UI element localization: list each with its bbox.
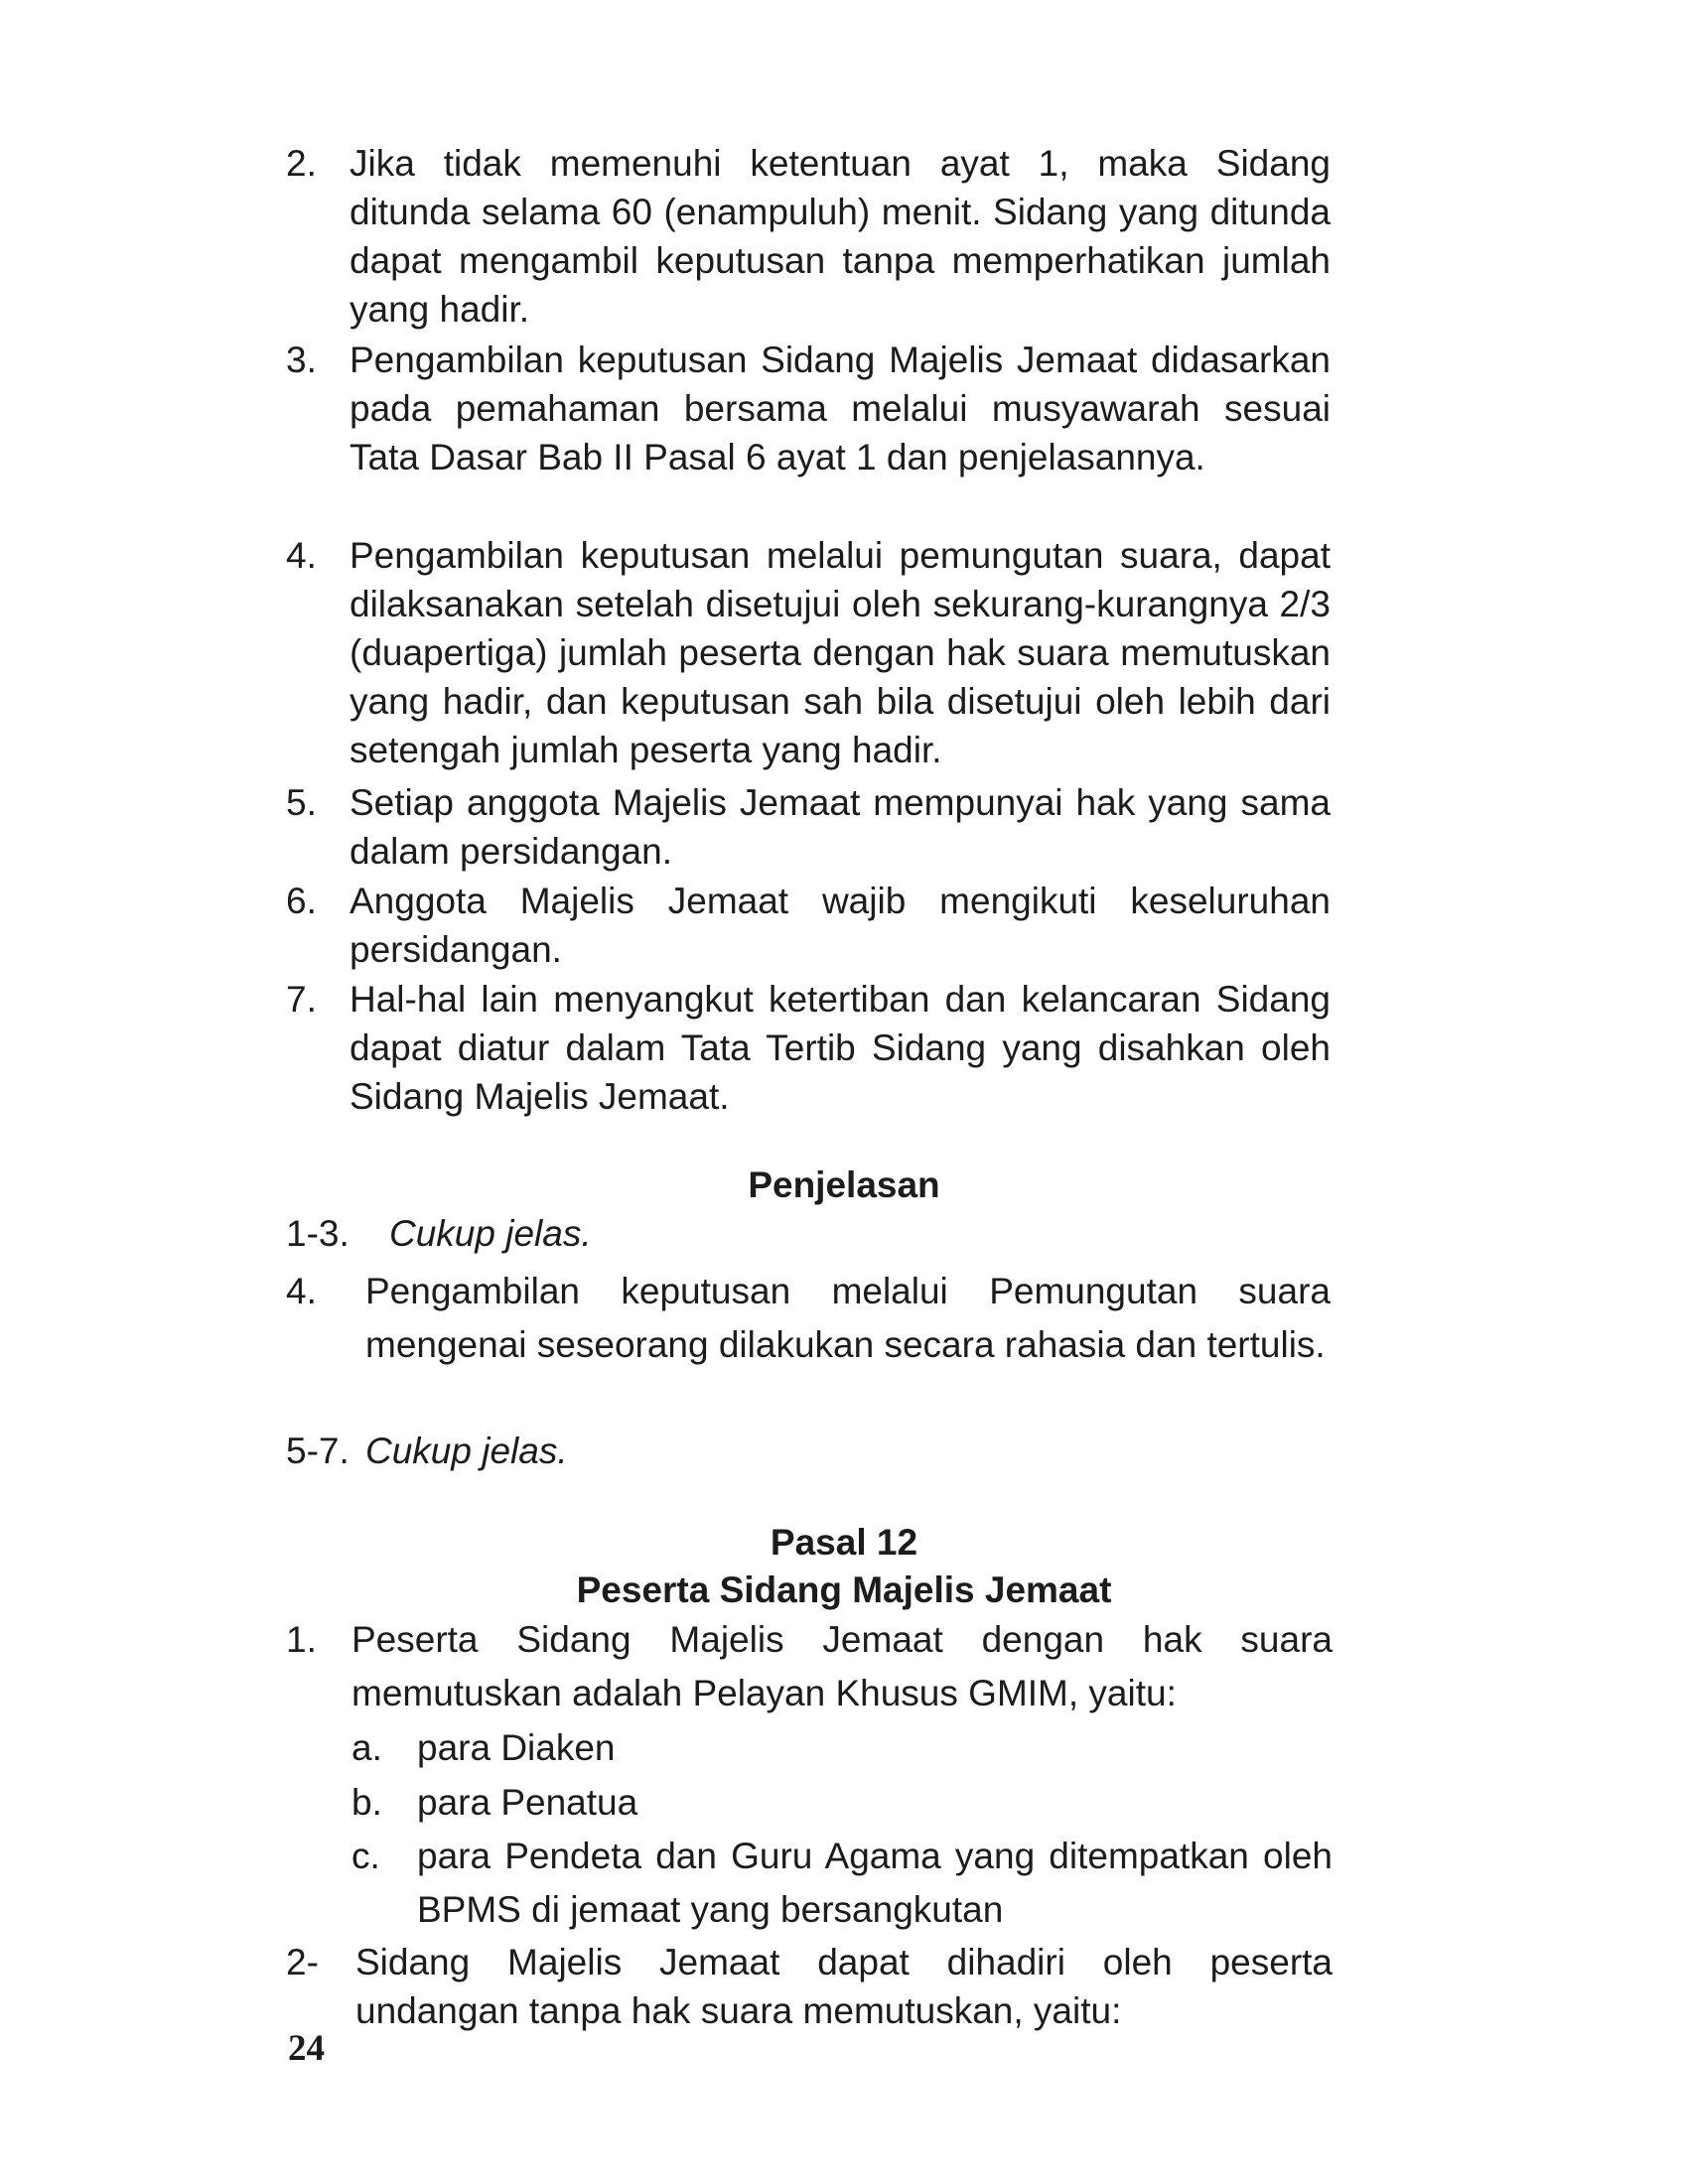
item-number: 4. xyxy=(286,1271,317,1311)
item-number: 3. xyxy=(286,340,317,380)
item-text: Pengambilan keputusan melalui Pemungutan suara mengenai seseorang dilakukan secara rahasia dan tertulis. xyxy=(365,1271,1331,1365)
item-letter: a. xyxy=(352,1727,382,1768)
item-number: 4. xyxy=(286,535,317,576)
item-number: 2. xyxy=(286,143,317,184)
item-text: Anggota Majelis Jemaat wajib mengikuti keseluruhan persidangan. xyxy=(350,881,1331,970)
sub-list-item xyxy=(352,1721,1333,1775)
list-item xyxy=(286,877,1331,974)
article-number: Pasal 12 xyxy=(770,1522,918,1563)
item-text: Cukup jelas. xyxy=(365,1431,568,1471)
item-text: Pengambilan keputusan melalui pemungutan suara, dapat dilaksanakan setelah disetujui oleh sekurang-kurangnya 2/3 (duapertiga) jumlah peserta dengan hak suara memutuskan yang hadir, dan keputusan sah bila disetujui oleh lebih dari setengah jumlah peserta yang hadir. xyxy=(350,535,1331,770)
list-item xyxy=(286,778,1331,876)
list-item xyxy=(286,139,1331,334)
sub-list-item xyxy=(352,1830,1333,1937)
item-number: 1. xyxy=(286,1619,317,1660)
item-text: Cukup jelas. xyxy=(389,1213,592,1254)
list-item xyxy=(286,531,1331,774)
item-text: Hal-hal lain menyangkut ketertiban dan kelancaran Sidang dapat diatur dalam Tata Tertib Sidang yang disahkan oleh Sidang Majelis Jemaat. xyxy=(350,979,1331,1117)
list-item xyxy=(286,1613,1333,1720)
item-number: 2- xyxy=(286,1942,319,1982)
item-number: 6. xyxy=(286,881,317,921)
item-letter: b. xyxy=(352,1782,382,1823)
sub-list-item xyxy=(352,1776,1333,1830)
list-item xyxy=(286,1938,1333,2035)
item-text: para Penatua xyxy=(417,1782,638,1823)
item-text: para Diaken xyxy=(417,1727,616,1768)
item-text: Pengambilan keputusan Sidang Majelis Jemaat didasarkan pada pemahaman bersama melalui musyawarah sesuai Tata Dasar Bab II Pasal 6 ayat 1 dan penjelasannya. xyxy=(350,340,1331,478)
list-item xyxy=(286,1265,1331,1372)
item-text: Sidang Majelis Jemaat dapat dihadiri oleh peserta undangan tanpa hak suara memutuskan, yaitu: xyxy=(355,1942,1333,2031)
list-item xyxy=(286,336,1331,481)
list-item xyxy=(286,975,1331,1121)
item-text: Jika tidak memenuhi ketentuan ayat 1, maka Sidang ditunda selama 60 (enampuluh) menit. Sidang yang ditunda dapat mengambil keputusan tanpa memperhatikan jumlah yang hadir. xyxy=(350,143,1331,330)
item-text: Peserta Sidang Majelis Jemaat dengan hak suara memutuskan adalah Pelayan Khusus GMIM, yaitu: xyxy=(352,1619,1333,1713)
item-text: Setiap anggota Majelis Jemaat mempunyai hak yang sama dalam persidangan. xyxy=(350,782,1331,872)
item-number: 5. xyxy=(286,782,317,823)
item-number: 1-3. xyxy=(286,1213,350,1254)
list-item xyxy=(286,1209,1331,1258)
page-number: 24 xyxy=(288,2028,325,2069)
item-text: para Pendeta dan Guru Agama yang ditempatkan oleh BPMS di jemaat yang bersangkutan xyxy=(417,1836,1333,1930)
item-letter: c. xyxy=(352,1836,380,1876)
article-title: Peserta Sidang Majelis Jemaat xyxy=(576,1570,1112,1610)
list-item xyxy=(286,1427,1331,1475)
item-number: 7. xyxy=(286,979,317,1020)
item-number: 5-7. xyxy=(286,1431,350,1471)
section-heading: Penjelasan xyxy=(748,1164,940,1205)
